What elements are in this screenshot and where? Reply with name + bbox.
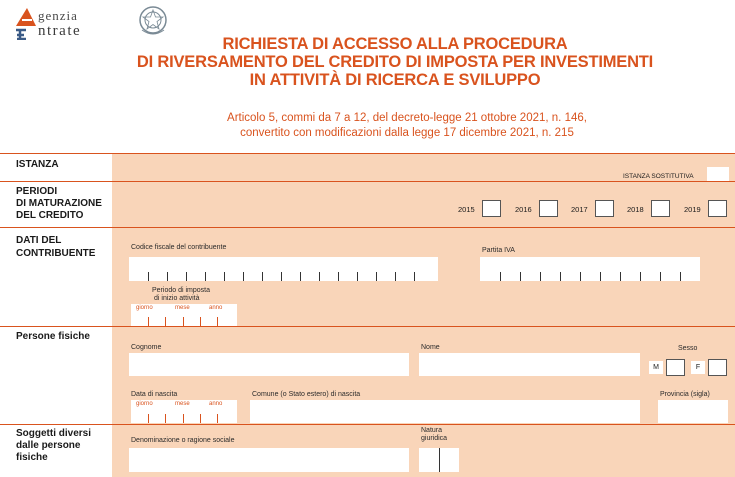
section-label-soggetti-2: dalle persone — [16, 440, 81, 451]
istanza-sostitutiva-checkbox[interactable] — [707, 167, 729, 182]
natura-giuridica-label-2: giuridica — [421, 435, 448, 442]
provincia-input[interactable] — [658, 400, 728, 423]
nome-input[interactable] — [419, 353, 640, 376]
sesso-m-label: M — [649, 361, 663, 374]
natura-giuridica-input[interactable] — [419, 448, 459, 472]
year-checkbox-2019[interactable] — [708, 200, 727, 217]
periodo-imposta-label-2: di inizio attività — [154, 295, 200, 302]
istanza-sostitutiva-label: ISTANZA SOSTITUTIVA — [623, 173, 694, 180]
section-label-dati-2: CONTRIBUENTE — [16, 248, 96, 259]
year-label-2019: 2019 — [684, 205, 701, 214]
section-label-periodi-3: DEL CREDITO — [16, 210, 84, 221]
sesso-label: Sesso — [678, 345, 698, 352]
year-checkbox-2015[interactable] — [482, 200, 501, 217]
section-label-periodi-1: PERIODI — [16, 186, 58, 197]
comune-nascita-input[interactable] — [250, 400, 640, 423]
giorno-label: giorno — [136, 305, 153, 311]
cognome-input[interactable] — [129, 353, 409, 376]
form-title-line-1: RICHIESTA DI ACCESSO ALLA PROCEDURA — [222, 35, 568, 53]
logo-agenzia-text: genzia — [38, 8, 78, 23]
sesso-m-checkbox[interactable] — [666, 359, 685, 376]
form-title-line-3: IN ATTIVITÀ DI RICERCA E SVILUPPO — [249, 71, 541, 89]
section-label-periodi-2: DI MATURAZIONE — [16, 198, 102, 209]
comune-nascita-label: Comune (o Stato estero) di nascita — [252, 391, 361, 398]
provincia-label: Provincia (sigla) — [660, 391, 710, 398]
codice-fiscale-label: Codice fiscale del contribuente — [131, 244, 227, 251]
partita-iva-label: Partita IVA — [482, 247, 515, 254]
year-label-2016: 2016 — [515, 205, 532, 214]
mese-label: mese — [175, 401, 190, 407]
denominazione-input[interactable] — [129, 448, 409, 472]
periodo-imposta-label-1: Periodo di imposta — [152, 287, 210, 294]
anno-label: anno — [209, 401, 223, 407]
year-label-2018: 2018 — [627, 205, 644, 214]
year-checkbox-2016[interactable] — [539, 200, 558, 217]
republic-emblem-icon — [137, 4, 169, 38]
year-label-2015: 2015 — [458, 205, 475, 214]
section-label-istanza: ISTANZA — [16, 159, 59, 170]
periodo-imposta-input[interactable] — [131, 304, 237, 326]
year-label-2017: 2017 — [571, 205, 588, 214]
mese-label: mese — [175, 305, 190, 311]
sesso-f-label: F — [691, 361, 705, 374]
data-nascita-label: Data di nascita — [131, 391, 178, 398]
section-label-dati-1: DATI DEL — [16, 235, 62, 246]
form-title-line-2: DI RIVERSAMENTO DEL CREDITO DI IMPOSTA PER INVESTIMENTI — [136, 53, 654, 71]
year-checkbox-2018[interactable] — [651, 200, 670, 217]
anno-label: anno — [209, 305, 223, 311]
cognome-label: Cognome — [131, 344, 162, 351]
giorno-label: giorno — [136, 401, 153, 407]
section-label-soggetti-3: fisiche — [16, 452, 48, 463]
form-subtitle-line-2: convertito con modificazioni dalla legge 17 dicembre 2021, n. 215 — [240, 127, 574, 139]
year-checkbox-2017[interactable] — [595, 200, 614, 217]
form-subtitle-line-1: Articolo 5, commi da 7 a 12, del decreto-legge 21 ottobre 2021, n. 146, — [227, 112, 587, 124]
section-label-soggetti-1: Soggetti diversi — [16, 428, 92, 439]
nome-label: Nome — [421, 344, 440, 351]
natura-giuridica-label-1: Natura — [421, 427, 443, 434]
partita-iva-input[interactable] — [480, 257, 700, 281]
section-label-persone: Persone fisiche — [16, 331, 90, 342]
logo-entrate-text: ntrate — [38, 23, 82, 39]
codice-fiscale-input[interactable] — [129, 257, 438, 281]
agenzia-entrate-logo — [14, 6, 138, 40]
data-nascita-input[interactable] — [131, 400, 237, 423]
sesso-f-checkbox[interactable] — [708, 359, 727, 376]
denominazione-label: Denominazione o ragione sociale — [131, 437, 235, 444]
